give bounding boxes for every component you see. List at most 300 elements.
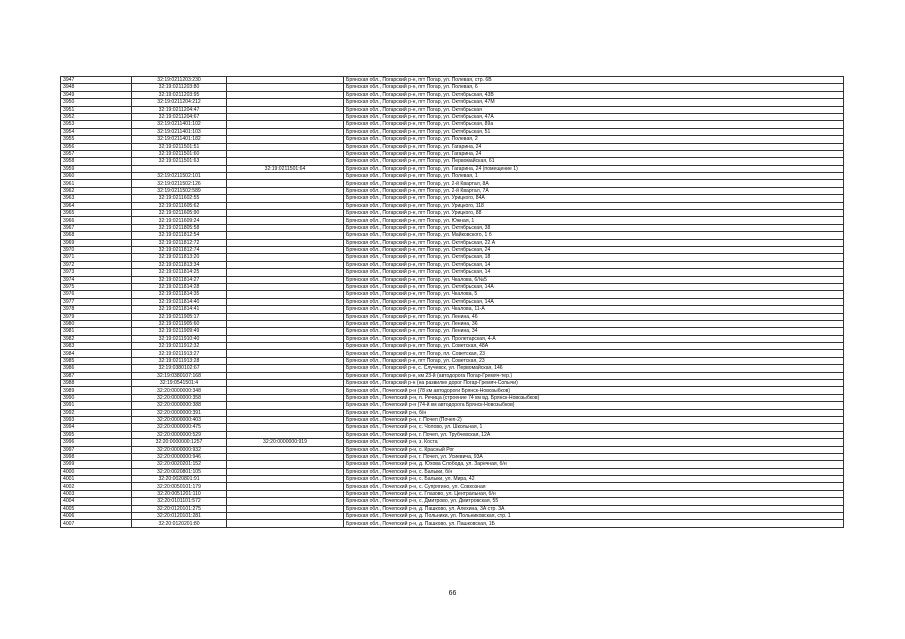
table-row <box>61 246 844 253</box>
address-cell: Брянская обл., Погарский р-н, км 23-й (автодорога Погар-Гремяч-тер.) <box>344 372 844 379</box>
address-cell: Брянская обл., Погарский р-н, пгт Погар, ул. 2-й Квартал, 8А <box>344 180 844 187</box>
address-cell: Брянская обл., Погарский р-н, пгт Погар, ул. Чкалова, 6/№5 <box>344 276 844 283</box>
table-row <box>61 291 844 298</box>
cadastral-number-cell: 32:19:0211401:103 <box>132 128 227 135</box>
parent-cadastral-cell <box>227 150 344 157</box>
row-number-cell: 3977 <box>61 298 132 305</box>
parent-cadastral-cell <box>227 387 344 394</box>
cadastral-number-cell: 32:20:0000000:946 <box>132 453 227 460</box>
row-number-cell: 3950 <box>61 99 132 106</box>
cadastral-number-cell: 32:19:0211913:28 <box>132 357 227 364</box>
row-number-cell: 3992 <box>61 409 132 416</box>
parent-cadastral-cell <box>227 461 344 468</box>
row-number-cell: 3982 <box>61 335 132 342</box>
parent-cadastral-cell <box>227 320 344 327</box>
address-cell: Брянская обл., Почепский р-н, с. Супрягино, ул. Совхозная <box>344 483 844 490</box>
row-number-cell: 4007 <box>61 520 132 527</box>
table-row <box>61 158 844 165</box>
row-number-cell: 3995 <box>61 431 132 438</box>
cadastral-number-cell: 32:19:0211812:54 <box>132 232 227 239</box>
table-row <box>61 261 844 268</box>
address-cell: Брянская обл., Почепский р-н, б/н <box>344 409 844 416</box>
register-table <box>60 76 844 528</box>
table-row <box>61 180 844 187</box>
cadastral-number-cell: 32:19:0211905:17 <box>132 313 227 320</box>
address-cell: Брянская обл., Почепский р-н, г. Почеп, ул. Трубчевская, 12А <box>344 431 844 438</box>
row-number-cell: 3975 <box>61 283 132 290</box>
address-cell: Брянская обл., Погарский р-н, пгт Погар, ул. Гагарина, 24 <box>344 143 844 150</box>
address-cell: Брянская обл., Погарский р-н, пгт Погар, ул. Октябрьская, 43В <box>344 91 844 98</box>
cadastral-number-cell: 32:20:0020801:91 <box>132 476 227 483</box>
row-number-cell: 3978 <box>61 306 132 313</box>
address-cell: Брянская обл., Погарский р-н, пгт Погар, ул. Октябрьская, 38 <box>344 224 844 231</box>
cadastral-number-cell: 32:19:0211805:58 <box>132 224 227 231</box>
address-cell: Брянская обл., Почепский р-н, д. Пашково, ул. Пашковская, 1Б <box>344 520 844 527</box>
row-number-cell: 3964 <box>61 202 132 209</box>
register-table-body <box>61 77 844 528</box>
parent-cadastral-cell <box>227 136 344 143</box>
address-cell: Брянская обл., Почепский р-н, д. Юхова Слобода, ул. Заречная, б/н <box>344 461 844 468</box>
address-cell: Брянская обл., Погарский р-н, пгт Погар, ул. Полевая, 1 <box>344 173 844 180</box>
parent-cadastral-cell <box>227 84 344 91</box>
address-cell: Брянская обл., Погарский р-н, с. Случевск, ул. Первомайская, 146 <box>344 365 844 372</box>
row-number-cell: 3973 <box>61 269 132 276</box>
address-cell: Брянская обл., Почепский р-н, с. Чолово, ул. Школьная, 1 <box>344 424 844 431</box>
cadastral-number-cell: 32:19:0211812:74 <box>132 246 227 253</box>
parent-cadastral-cell <box>227 113 344 120</box>
parent-cadastral-cell <box>227 513 344 520</box>
cadastral-number-cell: 32:19:0380102:67 <box>132 365 227 372</box>
parent-cadastral-cell <box>227 173 344 180</box>
row-number-cell: 3958 <box>61 158 132 165</box>
row-number-cell: 4003 <box>61 490 132 497</box>
row-number-cell: 3960 <box>61 173 132 180</box>
parent-cadastral-cell <box>227 77 344 84</box>
cadastral-number-cell: 32:20:0000000:358 <box>132 394 227 401</box>
table-row <box>61 343 844 350</box>
table-row <box>61 439 844 446</box>
parent-cadastral-cell <box>227 394 344 401</box>
table-row <box>61 313 844 320</box>
cadastral-number-cell: 32:20:0000000:403 <box>132 416 227 423</box>
table-row <box>61 328 844 335</box>
address-cell: Брянская обл., Погарский р-н, пгт Погар, ул. Ленина, 34 <box>344 328 844 335</box>
table-row <box>61 283 844 290</box>
address-cell: Брянская обл., Погарский р-н, пгт Погар, ул. Первомайская, 61 <box>344 158 844 165</box>
cadastral-number-cell: 32:19:0211910:40 <box>132 335 227 342</box>
table-row <box>61 77 844 84</box>
table-row <box>61 424 844 431</box>
table-row <box>61 357 844 364</box>
parent-cadastral-cell <box>227 416 344 423</box>
row-number-cell: 3986 <box>61 365 132 372</box>
cadastral-number-cell: 32:19:0211605:62 <box>132 202 227 209</box>
table-row <box>61 320 844 327</box>
table-row <box>61 350 844 357</box>
parent-cadastral-cell <box>227 291 344 298</box>
parent-cadastral-cell <box>227 224 344 231</box>
table-row <box>61 416 844 423</box>
parent-cadastral-cell <box>227 505 344 512</box>
cadastral-number-cell: 32:20:0000000:1257 <box>132 439 227 446</box>
table-row <box>61 269 844 276</box>
address-cell: Брянская обл., Погарский р-н, пгт Погар, ул. Октябрьская, 14А <box>344 283 844 290</box>
parent-cadastral-cell <box>227 246 344 253</box>
parent-cadastral-cell <box>227 187 344 194</box>
table-row <box>61 113 844 120</box>
parent-cadastral-cell <box>227 99 344 106</box>
cadastral-number-cell: 32:19:0211814:28 <box>132 283 227 290</box>
cadastral-number-cell: 32:19:0211502:589 <box>132 187 227 194</box>
row-number-cell: 3968 <box>61 232 132 239</box>
address-cell: Брянская обл., Почепский р-н, з. Коста <box>344 439 844 446</box>
parent-cadastral-cell <box>227 91 344 98</box>
address-cell: Брянская обл., Погарский р-н, пгт Погар, ул. Ленина, 46 <box>344 313 844 320</box>
row-number-cell: 3965 <box>61 210 132 217</box>
cadastral-number-cell: 32:19:0541501:4 <box>132 380 227 387</box>
row-number-cell: 3976 <box>61 291 132 298</box>
table-row <box>61 306 844 313</box>
row-number-cell: 3952 <box>61 113 132 120</box>
table-row <box>61 224 844 231</box>
parent-cadastral-cell <box>227 232 344 239</box>
row-number-cell: 4001 <box>61 476 132 483</box>
table-row <box>61 409 844 416</box>
address-cell: Брянская обл., Почепский р-н, с. Дмитрово, ул. Дмитровская, 55 <box>344 498 844 505</box>
row-number-cell: 3984 <box>61 350 132 357</box>
parent-cadastral-cell <box>227 476 344 483</box>
table-row <box>61 372 844 379</box>
cadastral-number-cell: 32:20:0000000:391 <box>132 409 227 416</box>
row-number-cell: 3997 <box>61 446 132 453</box>
cadastral-number-cell: 32:19:0211813:34 <box>132 261 227 268</box>
table-row <box>61 505 844 512</box>
table-row <box>61 106 844 113</box>
cadastral-number-cell: 32:20:0101101:572 <box>132 498 227 505</box>
table-row <box>61 365 844 372</box>
cadastral-number-cell: 32:20:0050101:179 <box>132 483 227 490</box>
table-row <box>61 239 844 246</box>
parent-cadastral-cell <box>227 121 344 128</box>
row-number-cell: 4000 <box>61 468 132 475</box>
parent-cadastral-cell <box>227 276 344 283</box>
address-cell: Брянская обл., Погарский р-н, пгт Погар, ул. Октябрьская, 51 <box>344 128 844 135</box>
cadastral-number-cell: 32:20:0020801:105 <box>132 468 227 475</box>
parent-cadastral-cell <box>227 298 344 305</box>
row-number-cell: 3961 <box>61 180 132 187</box>
row-number-cell: 3974 <box>61 276 132 283</box>
address-cell: Брянская обл., Погарский р-н, пгт Погар, ул. Урицкого, 118 <box>344 202 844 209</box>
row-number-cell: 3956 <box>61 143 132 150</box>
address-cell: Брянская обл., Погарский р-н, пгт Погар, ул. Октябрьская, 24 <box>344 246 844 253</box>
address-cell: Брянская обл., Почепский р-н, д. Пашково, ул. Алехина, 3А стр. 3А <box>344 505 844 512</box>
parent-cadastral-cell <box>227 424 344 431</box>
table-row <box>61 431 844 438</box>
row-number-cell: 3980 <box>61 320 132 327</box>
cadastral-number-cell: 32:19:0380107:168 <box>132 372 227 379</box>
table-row <box>61 335 844 342</box>
parent-cadastral-cell <box>227 365 344 372</box>
cadastral-number-cell <box>132 165 227 172</box>
address-cell: Брянская обл., Погарский р-н, пгт Погар, ул. Майковского, 1 б <box>344 232 844 239</box>
table-row <box>61 490 844 497</box>
table-row <box>61 150 844 157</box>
cadastral-number-cell: 32:20:0020201:152 <box>132 461 227 468</box>
cadastral-number-cell: 32:19:0211814:25 <box>132 269 227 276</box>
parent-cadastral-cell <box>227 261 344 268</box>
cadastral-number-cell: 32:19:0211501:63 <box>132 158 227 165</box>
table-row <box>61 483 844 490</box>
parent-cadastral-cell <box>227 283 344 290</box>
address-cell: Брянская обл., Почепский р-н, п. Речица (строение 74 км вд. Брянск-Новозыбков) <box>344 394 844 401</box>
parent-cadastral-cell: 32:19:0211501:64 <box>227 165 344 172</box>
cadastral-number-cell: 32:19:0211814:27 <box>132 276 227 283</box>
table-row <box>61 210 844 217</box>
cadastral-number-cell: 32:20:0120101:281 <box>132 513 227 520</box>
address-cell: Брянская обл., Погарский р-н, пгт Погар, ул. 2-й Квартал, 7А <box>344 187 844 194</box>
row-number-cell: 3994 <box>61 424 132 431</box>
address-cell: Брянская обл., Погарский р-н, пгт Погар, ул. Октябрьская, 14 <box>344 261 844 268</box>
row-number-cell: 3981 <box>61 328 132 335</box>
table-row <box>61 173 844 180</box>
table-row <box>61 165 844 172</box>
table-row <box>61 254 844 261</box>
table-row <box>61 232 844 239</box>
row-number-cell: 4004 <box>61 498 132 505</box>
parent-cadastral-cell <box>227 380 344 387</box>
parent-cadastral-cell <box>227 409 344 416</box>
address-cell: Брянская обл., Погарский р-н, пгт Погар, ул. Урицкого, 88 <box>344 210 844 217</box>
cadastral-number-cell: 32:19:0211912:32 <box>132 343 227 350</box>
table-row <box>61 380 844 387</box>
address-cell: Брянская обл., Погарский р-н, пгт Погар, ул. Ленина, 36 <box>344 320 844 327</box>
parent-cadastral-cell <box>227 402 344 409</box>
cadastral-number-cell: 32:20:0051201:110 <box>132 490 227 497</box>
parent-cadastral-cell <box>227 202 344 209</box>
cadastral-number-cell: 32:19:0211814:41 <box>132 306 227 313</box>
row-number-cell: 3972 <box>61 261 132 268</box>
address-cell: Брянская обл., Погарский р-н, пгт Погар, ул. Октябрьская, 18 <box>344 254 844 261</box>
cadastral-number-cell: 32:19:0211401:182 <box>132 136 227 143</box>
parent-cadastral-cell <box>227 195 344 202</box>
address-cell: Брянская обл., Погарский р-н, пгт Погар, ул. Полевая, 2 <box>344 136 844 143</box>
row-number-cell: 3954 <box>61 128 132 135</box>
row-number-cell: 3971 <box>61 254 132 261</box>
table-row <box>61 84 844 91</box>
row-number-cell: 3947 <box>61 77 132 84</box>
address-cell: Брянская обл., Погарский р-н, пгт Погар, ул. Советская, 23 <box>344 357 844 364</box>
table-row <box>61 187 844 194</box>
parent-cadastral-cell <box>227 313 344 320</box>
cadastral-number-cell: 32:20:0120201:80 <box>132 520 227 527</box>
cadastral-number-cell: 32:20:0000000:932 <box>132 446 227 453</box>
table-row <box>61 461 844 468</box>
row-number-cell: 3948 <box>61 84 132 91</box>
cadastral-number-cell: 32:19:0211909:49 <box>132 328 227 335</box>
row-number-cell: 3970 <box>61 246 132 253</box>
row-number-cell: 3963 <box>61 195 132 202</box>
address-cell: Брянская обл., Погарский р-н, пгт Погар, ул. Чкалова, 11-А <box>344 306 844 313</box>
row-number-cell: 4006 <box>61 513 132 520</box>
address-cell: Брянская обл., Почепский р-н (74-й км автодорога Брянск-Новозыбков) <box>344 402 844 409</box>
table-row <box>61 453 844 460</box>
cadastral-number-cell: 32:19:0211905:60 <box>132 320 227 327</box>
cadastral-number-cell: 32:20:0120101:275 <box>132 505 227 512</box>
cadastral-number-cell: 32:19:0211203:230 <box>132 77 227 84</box>
table-row <box>61 387 844 394</box>
cadastral-number-cell: 32:19:0211814:35 <box>132 291 227 298</box>
row-number-cell: 3990 <box>61 394 132 401</box>
row-number-cell: 4002 <box>61 483 132 490</box>
parent-cadastral-cell <box>227 210 344 217</box>
address-cell: Брянская обл., Погарский р-н, пгт Погар, ул. Чкалова, 5 <box>344 291 844 298</box>
table-row <box>61 520 844 527</box>
cadastral-number-cell: 32:20:0000000:348 <box>132 387 227 394</box>
cadastral-number-cell: 32:19:0211502:101 <box>132 173 227 180</box>
table-row <box>61 394 844 401</box>
row-number-cell: 3993 <box>61 416 132 423</box>
address-cell: Брянская обл., Погарский р-н, пгт Погар, ул. Полевая, стр. 6В <box>344 77 844 84</box>
table-row <box>61 143 844 150</box>
parent-cadastral-cell <box>227 306 344 313</box>
cadastral-number-cell: 32:19:0211602:55 <box>132 195 227 202</box>
address-cell: Брянская обл., Почепский р-н, г. Почеп, ул. Усиевича, 93А <box>344 453 844 460</box>
row-number-cell: 3959 <box>61 165 132 172</box>
row-number-cell: 3985 <box>61 357 132 364</box>
address-cell: Брянская обл., Погарский р-н, пгт Погар, ул. Полевая, 6 <box>344 84 844 91</box>
row-number-cell: 3962 <box>61 187 132 194</box>
cadastral-number-cell: 32:19:0211609:24 <box>132 217 227 224</box>
parent-cadastral-cell <box>227 180 344 187</box>
row-number-cell: 3949 <box>61 91 132 98</box>
address-cell: Брянская обл., Погарский р-н, пгт Погар, пл. Советская, 23 <box>344 350 844 357</box>
cadastral-number-cell: 32:19:0211401:102 <box>132 121 227 128</box>
cadastral-number-cell: 32:19:0211203:80 <box>132 84 227 91</box>
address-cell: Брянская обл., Погарский р-н, пгт Погар, ул. Южная, 1 <box>344 217 844 224</box>
address-cell: Брянская обл., Погарский р-н, пгт Погар, ул. Октябрьская, 22 А <box>344 239 844 246</box>
cadastral-number-cell: 32:19:0211812:72 <box>132 239 227 246</box>
parent-cadastral-cell <box>227 468 344 475</box>
table-row <box>61 99 844 106</box>
address-cell: Брянская обл., Погарский р-н, пгт Погар, ул. Октябрьская, 14 <box>344 269 844 276</box>
parent-cadastral-cell <box>227 217 344 224</box>
address-cell: Брянская обл., Погарский р-н (на развилке дорог Погар-Гремяч-Сопычи) <box>344 380 844 387</box>
cadastral-number-cell: 32:19:0211204:67 <box>132 113 227 120</box>
row-number-cell: 3998 <box>61 453 132 460</box>
row-number-cell: 3967 <box>61 224 132 231</box>
row-number-cell: 3955 <box>61 136 132 143</box>
cadastral-number-cell: 32:20:0000000:388 <box>132 402 227 409</box>
table-row <box>61 91 844 98</box>
cadastral-number-cell: 32:19:0211605:90 <box>132 210 227 217</box>
parent-cadastral-cell <box>227 269 344 276</box>
address-cell: Брянская обл., Погарский р-н, пгт Погар, ул. Октябрьская <box>344 106 844 113</box>
table-row <box>61 513 844 520</box>
address-cell: Брянская обл., Погарский р-н, пгт Погар, ул. Октябрьская, 47А <box>344 113 844 120</box>
row-number-cell: 3988 <box>61 380 132 387</box>
cadastral-number-cell: 32:19:0211204:47 <box>132 106 227 113</box>
cadastral-number-cell: 32:20:0000000:475 <box>132 424 227 431</box>
page-number: 66 <box>448 590 457 597</box>
row-number-cell: 3983 <box>61 343 132 350</box>
row-number-cell: 3966 <box>61 217 132 224</box>
address-cell: Брянская обл., Погарский р-н, пгт Погар, ул. Октябрьская, 14А <box>344 298 844 305</box>
address-cell: Брянская обл., Погарский р-н, пгт Погар, ул. Гагарина, 24 (помещение 1) <box>344 165 844 172</box>
table-row <box>61 498 844 505</box>
parent-cadastral-cell <box>227 453 344 460</box>
parent-cadastral-cell <box>227 128 344 135</box>
cadastral-number-cell: 32:19:0211501:60 <box>132 150 227 157</box>
parent-cadastral-cell <box>227 490 344 497</box>
row-number-cell: 4005 <box>61 505 132 512</box>
cadastral-number-cell: 32:19:0211204:212 <box>132 99 227 106</box>
table-row <box>61 128 844 135</box>
parent-cadastral-cell <box>227 372 344 379</box>
table-row <box>61 121 844 128</box>
cadastral-number-cell: 32:19:0211501:51 <box>132 143 227 150</box>
table-row <box>61 276 844 283</box>
row-number-cell: 3999 <box>61 461 132 468</box>
cadastral-number-cell: 32:19:0211502:126 <box>132 180 227 187</box>
table-row <box>61 298 844 305</box>
parent-cadastral-cell <box>227 239 344 246</box>
row-number-cell: 3979 <box>61 313 132 320</box>
cadastral-number-cell: 32:19:0211814:40 <box>132 298 227 305</box>
address-cell: Брянская обл., Почепский р-н, с. Глазово, ул. Центральная, б/н <box>344 490 844 497</box>
address-cell: Брянская обл., Почепский р-н, с. Красный Рог <box>344 446 844 453</box>
address-cell: Брянская обл., Погарский р-н, пгт Погар, ул. Октябрьская, 89а <box>344 121 844 128</box>
parent-cadastral-cell <box>227 158 344 165</box>
parent-cadastral-cell: 32:20:0000000:919 <box>227 439 344 446</box>
row-number-cell: 3953 <box>61 121 132 128</box>
parent-cadastral-cell <box>227 357 344 364</box>
row-number-cell: 3951 <box>61 106 132 113</box>
address-cell: Брянская обл., Погарский р-н, пгт Погар, ул. Советская, 48А <box>344 343 844 350</box>
parent-cadastral-cell <box>227 106 344 113</box>
parent-cadastral-cell <box>227 431 344 438</box>
cadastral-number-cell: 32:19:0211813:20 <box>132 254 227 261</box>
address-cell: Брянская обл., Почепский р-н, с. Балыки, ул. Мира, 42 <box>344 476 844 483</box>
parent-cadastral-cell <box>227 343 344 350</box>
row-number-cell: 3989 <box>61 387 132 394</box>
cadastral-number-cell: 32:19:0211203:95 <box>132 91 227 98</box>
table-row <box>61 202 844 209</box>
address-cell: Брянская обл., Погарский р-н, пгт Погар, ул. Урицкого, 84А <box>344 195 844 202</box>
parent-cadastral-cell <box>227 254 344 261</box>
cadastral-number-cell: 32:19:0211913:27 <box>132 350 227 357</box>
table-row <box>61 217 844 224</box>
parent-cadastral-cell <box>227 335 344 342</box>
row-number-cell: 3996 <box>61 439 132 446</box>
parent-cadastral-cell <box>227 446 344 453</box>
table-row <box>61 195 844 202</box>
table-row <box>61 446 844 453</box>
address-cell: Брянская обл., Погарский р-н, пгт Погар, ул. Гагарина, 24 <box>344 150 844 157</box>
parent-cadastral-cell <box>227 143 344 150</box>
address-cell: Брянская обл., Почепский р-н (78 км автодороги Брянск-Новозыбков) <box>344 387 844 394</box>
table-row <box>61 476 844 483</box>
parent-cadastral-cell <box>227 520 344 527</box>
parent-cadastral-cell <box>227 483 344 490</box>
row-number-cell: 3969 <box>61 239 132 246</box>
table-row <box>61 468 844 475</box>
address-cell: Брянская обл., Почепский р-н, д. Польники, ул. Польниковская, стр. 1 <box>344 513 844 520</box>
parent-cadastral-cell <box>227 350 344 357</box>
address-cell: Брянская обл., Погарский р-н, пгт Погар, ул. Пролетарская, 4-А <box>344 335 844 342</box>
table-row <box>61 402 844 409</box>
parent-cadastral-cell <box>227 498 344 505</box>
row-number-cell: 3957 <box>61 150 132 157</box>
